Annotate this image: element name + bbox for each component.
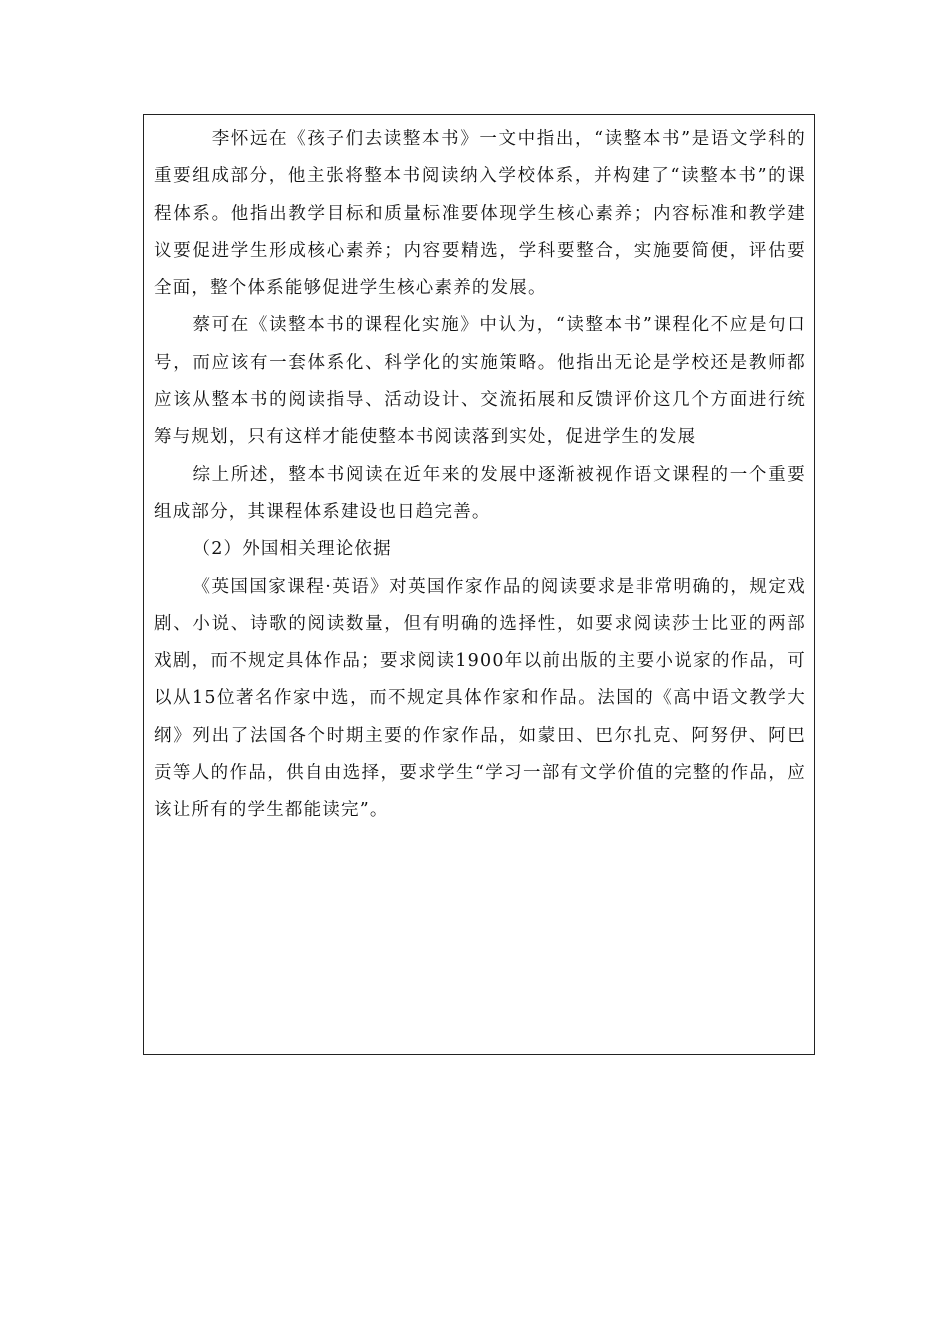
paragraph-cai-ke: 蔡可在《读整本书的课程化实施》中认为，“读整本书”课程化不应是句口号，而应该有一套体系化、科学化的实施策略。他指出无论是学校还是教师都应该从整本书的阅读指导、活动设计、交流拓展和反馈评价这几个方面进行统筹与规划，只有这样才能使整本书阅读落到实处，促进学生的发展 <box>154 315 806 448</box>
paragraph-summary: 综上所述，整本书阅读在近年来的发展中逐渐被视作语文课程的一个重要组成部分，其课程体系建设也日趋完善。 <box>154 464 806 522</box>
paragraph-li-huaiyuan: 李怀远在《孩子们去读整本书》一文中指出，“读整本书”是语文学科的重要组成部分，他主张将整本书阅读纳入学校体系，并构建了“读整本书”的课程体系。他指出教学目标和质量标准要体现学生核心素养；内容标准和教学建议要促进学生形成核心素养；内容要精选，学科要整合，实施要简便，评估要全面，整个体系能够促进学生核心素养的发展。 <box>154 129 806 299</box>
document-body <box>154 121 806 830</box>
paragraph-foreign-curriculum: 《英国国家课程·英语》对英国作家作品的阅读要求是非常明确的，规定戏剧、小说、诗歌的阅读数量，但有明确的选择性，如要求阅读莎士比亚的两部戏剧，而不规定具体作品；要求阅读1900年以前出版的主要小说家的作品，可以从15位著名作家中选，而不规定具体作家和作品。法国的《高中语文教学大纲》列出了法国各个时期主要的作家作品，如蒙田、巴尔扎克、阿努伊、阿巴贡等人的作品，供自由选择，要求学生“学习一部有文学价值的完整的作品，应该让所有的学生都能读完”。 <box>154 576 806 821</box>
document-frame <box>143 114 815 1055</box>
section-heading-foreign-theory: （2）外国相关理论依据 <box>192 539 392 560</box>
